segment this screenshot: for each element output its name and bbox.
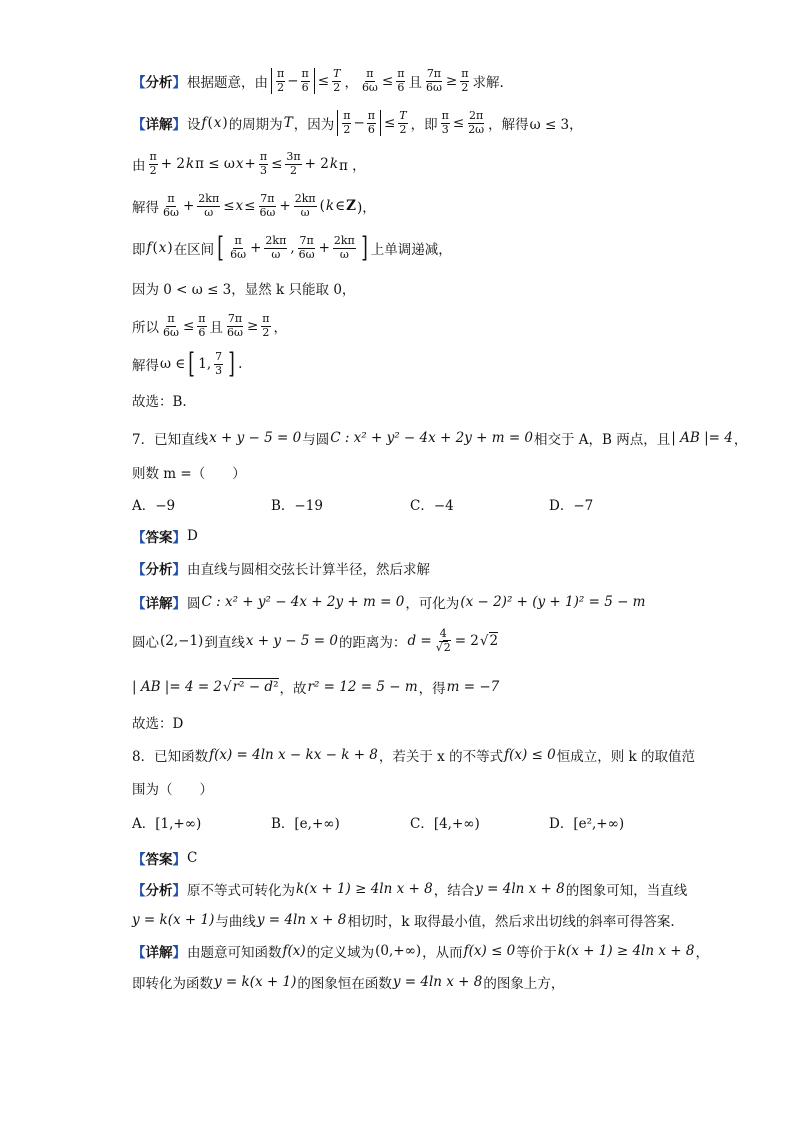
q7-option-c[interactable]: C．−4 — [410, 498, 454, 514]
q7-detail: 【详解】 圆 C : x² + y² − 4x + 2y + m = 0 ，可化为 (x − 2)² + (y + 1)² = 5 − m — [132, 594, 646, 612]
text: ， — [344, 75, 358, 92]
text: 设 — [187, 117, 201, 134]
q7-option-a[interactable]: A．−9 — [132, 498, 176, 514]
text: 所以 — [132, 320, 159, 337]
q6-detail-line: 【详解】 设 f ( x ) 的周期为 T ，因为 $\frac{\pi}{2}$ − $\frac{\pi}{6}$ ≤ $\frac{T}{2}$ ，即 $\frac{\pi}{3}$ ≤ $\frac{2\pi}{2\omega}$ ，解得 ω ≤ 3， — [132, 109, 583, 136]
q7-option-b[interactable]: B．−19 — [271, 498, 323, 514]
text: 由 — [132, 158, 146, 175]
text: 解得 — [132, 200, 159, 217]
text: ，因为 — [293, 117, 335, 134]
q8-option-a[interactable]: A．[1,+∞) — [132, 816, 202, 832]
text: 求解. — [472, 75, 504, 92]
text: ，即 — [410, 117, 438, 134]
text: 且 — [209, 320, 224, 337]
q7-option-d[interactable]: D．−7 — [549, 498, 594, 514]
q6-solve-line: 解得 $\frac{\pi}{6\omega}$ + $\frac{2k\pi}{\omega}$ ≤ x ≤ $\frac{7\pi}{6\omega}$ + $\frac{2k\pi}{\omega}$ ( k ∈ Z )， — [132, 192, 376, 219]
q6-cond-line: 所以 $\frac{\pi}{6\omega}$ ≤ $\frac{\pi}{6}$ 且 $\frac{7\pi}{6\omega}$ ≥ $\frac{\pi}{2}$ ， — [132, 312, 288, 339]
q6-final: 故选：B. — [132, 394, 187, 410]
text: ω ≤ 3， — [529, 117, 583, 134]
q8-detail: 【详解】 由题意可知函数 f(x) 的定义域为 (0,+∞) ，从而 f(x) ≤ 0 等价于 k(x + 1) ≥ 4ln x + 8 ， — [132, 943, 709, 961]
q8-detail-line2: 即转化为函数 y = k(x + 1) 的图象恒在函数 y = 4ln x + 8 的图象上方， — [132, 974, 565, 992]
text: ，解得 — [488, 117, 529, 134]
q7-distance: 圆心 (2,−1) 到直线 x + y − 5 = 0 的距离为： d = $\frac{4}{√2}$ = 2 √2 — [132, 627, 499, 654]
q7-analysis: 【分析】 由直线与圆相交弦长计算半径，然后求解 — [132, 562, 430, 578]
text: 上单调递减， — [370, 242, 452, 258]
text: 即 — [132, 242, 146, 258]
q6-k-line — [132, 278, 355, 298]
q7-stem: 7．已知直线 x + y − 5 = 0 与圆 C : x² + y² − 4x + 2y + m = 0 相交于 A，B 两点，且 | AB |= 4 ， — [132, 430, 748, 448]
q8-stem-line2: 围为（ ） — [132, 782, 213, 798]
text: 在区间 — [173, 242, 215, 258]
q8-option-d[interactable]: D．[e²,+∞) — [549, 816, 625, 832]
q8-options — [132, 812, 688, 832]
analysis-tag: 【分析】 — [132, 75, 186, 92]
text: 根据题意，由 — [187, 75, 268, 92]
q8-analysis-line2: y = k(x + 1) 与曲线 y = 4ln x + 8 相切时，k 取得最小值，然后求出切线的斜率可得答案. — [132, 912, 675, 930]
q7-final: 故选：D — [132, 716, 184, 732]
q8-answer: 【答案】 C — [132, 850, 198, 868]
q8-option-c[interactable]: C．[4,+∞) — [410, 816, 480, 832]
detail-tag: 【详解】 — [132, 117, 186, 134]
q6-step-line: 由 $\frac{\pi}{2}$ + 2 k π ≤ ω x + $\frac{\pi}{3}$ ≤ $\frac{3\pi}{2}$ + 2 k π ， — [132, 150, 366, 177]
q8-analysis: 【分析】 原不等式可转化为 k(x + 1) ≥ 4ln x + 8 ，结合 y = 4ln x + 8 的图象可知，当直线 — [132, 881, 688, 899]
q6-analysis-line: 【分析】 根据题意，由 $\frac{\pi}{2}$ − $\frac{\pi}{6}$ ≤ $\frac{T}{2}$ ， $\frac{\pi}{6\omega}$ ≤ $\frac{\pi}{6}$ 且 $\frac{7\pi}{6\omega}$ ≥ $\frac{\pi}{2}$ 求解. — [132, 67, 504, 94]
text: ， — [273, 320, 288, 337]
q8-option-b[interactable]: B．[e,+∞) — [271, 816, 340, 832]
text: 解得 — [132, 358, 159, 374]
q6-result-line: 解得 ω ∈ [ 1, $\frac{7}{3}$ ] . — [132, 347, 243, 380]
q8-stem: 8．已知函数 f(x) = 4ln x − kx − k + 8 ，若关于 x 的不等式 f(x) ≤ 0 恒成立，则 k 的取值范 — [132, 747, 695, 765]
q6-interval-line: 即 f ( x ) 在区间 [ $\frac{\pi}{6\omega}$ + $\frac{2k\pi}{\omega}$ , $\frac{7\pi}{6\omega}$ + $\frac{2k\pi}{\omega}$ ] 上单调递减， — [132, 231, 452, 264]
text: 的周期为 — [228, 117, 283, 134]
q7-answer: 【答案】 D — [132, 528, 198, 546]
text: 且 — [408, 75, 422, 92]
q7-stem-line2: 则数 m =（ ） — [132, 466, 246, 482]
q7-chord: | AB |= 4 = 2 √r² − d² ，故 r² = 12 = 5 − m ，得 m = −7 — [132, 679, 500, 697]
q7-options — [132, 494, 688, 514]
text: 因为 0 < ω ≤ 3，显然 k 只能取 0， — [132, 282, 356, 298]
abs-expression: $\frac{\pi}{2}$ − $\frac{\pi}{6}$ — [271, 68, 315, 94]
